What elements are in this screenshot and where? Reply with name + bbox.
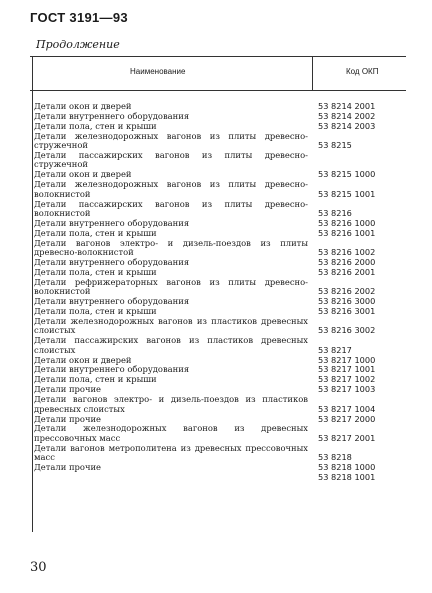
row-code: 53 8217 2000 bbox=[318, 413, 376, 424]
row-name: Детали вагонов электро- и дизель-поездов из пластиков древесных слоистых bbox=[34, 394, 308, 414]
table-row bbox=[34, 180, 406, 199]
row-code: 53 8214 2003 bbox=[318, 120, 376, 131]
row-name: Детали внутреннего оборудования bbox=[34, 217, 190, 228]
table-row bbox=[34, 444, 406, 463]
row-name: Детали вагонов метрополитена из древесных прессовочных масс bbox=[34, 442, 308, 463]
table-row bbox=[34, 278, 406, 297]
row-code: 53 8216 1002 bbox=[318, 247, 376, 258]
row-code: 53 8217 bbox=[318, 344, 352, 355]
row-code: 53 8215 1001 bbox=[318, 188, 376, 199]
row-name: Детали пола, стен и крыши bbox=[34, 306, 157, 317]
row-code: 53 8217 1001 bbox=[318, 364, 376, 375]
row-code: 53 8215 bbox=[318, 140, 352, 151]
column-header-name: Наименование bbox=[130, 67, 186, 76]
row-name: Детали окон и дверей bbox=[34, 169, 132, 180]
row-name: Детали прочие bbox=[34, 413, 102, 424]
row-code: 53 8218 1000 bbox=[318, 462, 376, 473]
row-name: Детали железнодорожных вагонов из древесных прессовочных масс bbox=[34, 423, 308, 443]
row-name: Детали внутреннего оборудования bbox=[34, 257, 190, 267]
row-name: Детали прочие bbox=[34, 384, 102, 395]
row-name: Детали пассажирских вагонов из плиты древесно-волокнистой bbox=[34, 198, 308, 218]
table-body bbox=[34, 102, 406, 483]
row-code: 53 8217 2001 bbox=[318, 432, 376, 443]
row-code: 53 8216 3002 bbox=[318, 325, 376, 336]
row-code: 53 8217 1000 bbox=[318, 354, 376, 365]
table-row bbox=[34, 112, 406, 121]
row-name: Детали рефрижераторных вагонов из плиты древесно-волокнистой bbox=[34, 276, 308, 297]
row-code: 53 8217 1002 bbox=[318, 374, 376, 385]
row-code: 53 8217 1003 bbox=[318, 384, 376, 395]
row-code: 53 8216 2000 bbox=[318, 257, 376, 267]
table-row bbox=[34, 424, 406, 443]
column-header-code: Код ОКП bbox=[346, 67, 379, 76]
row-name: Детали внутреннего оборудования bbox=[34, 296, 190, 307]
continuation-label: Продолжение bbox=[36, 38, 120, 51]
table-row bbox=[34, 336, 406, 355]
row-code: 53 8216 1000 bbox=[318, 217, 376, 228]
row-name: Детали внутреннего оборудования bbox=[34, 110, 190, 121]
row-code: 53 8214 2002 bbox=[318, 110, 376, 121]
row-name: Детали пола, стен и крыши bbox=[34, 374, 157, 385]
row-name: Детали железнодорожных вагонов из плиты древесно-стружечной bbox=[34, 130, 308, 151]
row-name bbox=[34, 473, 314, 482]
row-name: Детали железнодорожных вагонов из плиты древесно-волокнистой bbox=[34, 179, 308, 199]
page-number: 30 bbox=[30, 560, 47, 575]
row-name: Детали пола, стен и крыши bbox=[34, 120, 157, 131]
row-code: 53 8218 1001 bbox=[318, 471, 376, 482]
row-code: 53 8217 1004 bbox=[318, 403, 376, 414]
table-row bbox=[34, 151, 406, 170]
row-code: 53 8216 3000 bbox=[318, 296, 376, 307]
row-name: Детали железнодорожных вагонов из пластиков древесных слоистых bbox=[34, 315, 308, 336]
row-name: Детали внутреннего оборудования bbox=[34, 364, 190, 375]
table-row bbox=[34, 395, 406, 414]
row-name: Детали вагонов электро- и дизель-поездов из плиты древесно-волокнистой bbox=[34, 237, 308, 258]
table-left-rule bbox=[32, 56, 33, 532]
row-name: Детали окон и дверей bbox=[34, 101, 132, 111]
table-row bbox=[34, 102, 406, 111]
row-name: Детали пассажирских вагонов из пластиков древесных слоистых bbox=[34, 335, 308, 355]
row-code bbox=[314, 151, 404, 170]
row-name: Детали пассажирских вагонов из плиты древесно-стружечной bbox=[34, 150, 308, 170]
table-header-rule bbox=[30, 90, 406, 91]
table-row bbox=[34, 317, 406, 336]
table-row bbox=[34, 239, 406, 258]
row-code: 53 8216 2002 bbox=[318, 286, 376, 297]
table-row bbox=[34, 473, 406, 482]
row-name: Детали пола, стен и крыши bbox=[34, 266, 157, 277]
table-row bbox=[34, 132, 406, 151]
row-code: 53 8214 2001 bbox=[318, 101, 376, 111]
row-name: Детали прочие bbox=[34, 462, 102, 473]
row-code: 53 8216 1001 bbox=[318, 227, 376, 238]
classification-table bbox=[30, 56, 406, 532]
table-top-rule bbox=[30, 56, 406, 57]
table-row bbox=[34, 229, 406, 238]
table-row bbox=[34, 268, 406, 277]
row-code: 53 8218 bbox=[318, 452, 352, 463]
row-code: 53 8216 2001 bbox=[318, 266, 376, 277]
table-row bbox=[34, 258, 406, 267]
row-name: Детали окон и дверей bbox=[34, 354, 132, 365]
table-row bbox=[34, 200, 406, 219]
row-code: 53 8215 1000 bbox=[318, 169, 376, 180]
table-row bbox=[34, 122, 406, 131]
row-code: 53 8216 3001 bbox=[318, 306, 376, 317]
row-name: Детали пола, стен и крыши bbox=[34, 227, 157, 238]
row-code: 53 8216 bbox=[318, 207, 352, 218]
document-code: ГОСТ 3191—93 bbox=[30, 10, 128, 25]
table-column-separator bbox=[312, 56, 313, 90]
table-row bbox=[34, 219, 406, 228]
